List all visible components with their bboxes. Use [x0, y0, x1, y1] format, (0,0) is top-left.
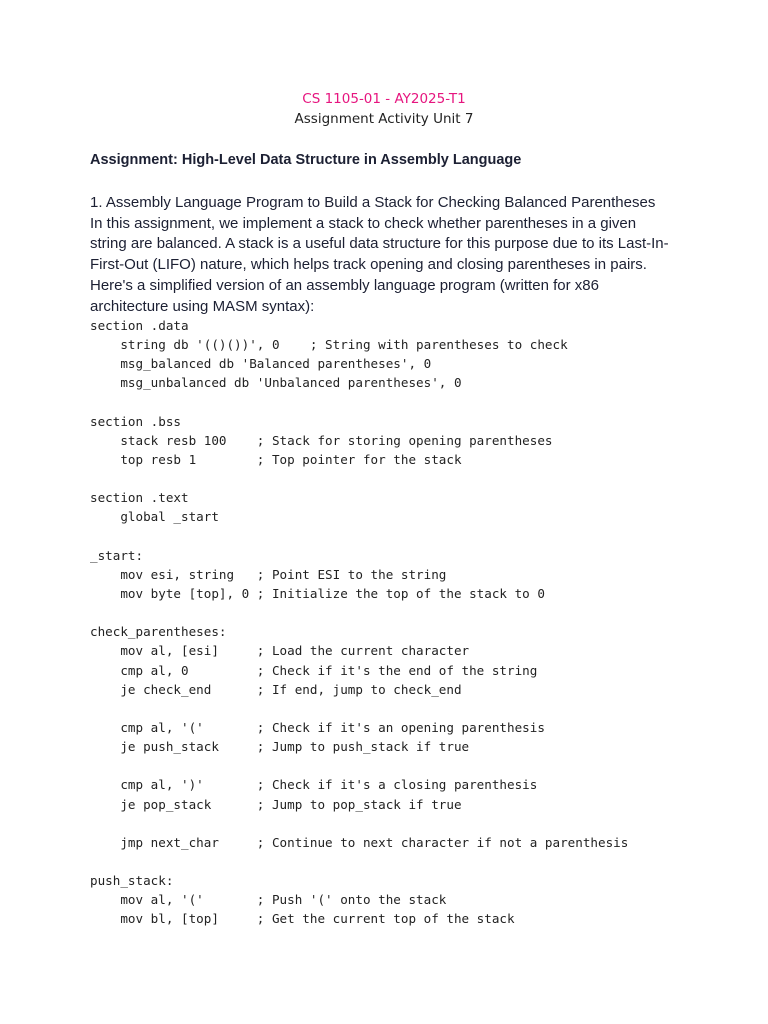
- course-code: CS 1105-01 - AY2025-T1: [302, 91, 466, 107]
- code-line: [90, 603, 750, 622]
- code-line: global _start: [90, 509, 219, 525]
- code-line: je check_end ; If end, jump to check_end: [90, 681, 462, 697]
- code-line: _start:: [90, 547, 144, 563]
- code-line: cmp al, ')' ; Check if it's a closing parenthesis: [90, 777, 538, 793]
- code-line: je push_stack ; Jump to push_stack if true: [90, 739, 470, 755]
- intro-paragraph: [90, 193, 730, 317]
- code-line: [90, 756, 750, 775]
- assignment-heading: Assignment: High-Level Data Structure in Assembly Language: [90, 152, 522, 168]
- code-line: mov al, [esi] ; Load the current character: [90, 643, 470, 659]
- code-line: mov esi, string ; Point ESI to the string: [90, 566, 447, 582]
- code-line: jmp next_char ; Continue to next character if not a parenthesis: [90, 834, 629, 850]
- document-subtitle: Assignment Activity Unit 7: [294, 111, 474, 127]
- intro-line: In this assignment, we implement a stack to check whether parentheses in a given: [90, 214, 637, 232]
- intro-line: 1. Assembly Language Program to Build a Stack for Checking Balanced Parentheses: [90, 194, 656, 211]
- code-line: [90, 469, 750, 488]
- code-line: mov byte [top], 0 ; Initialize the top of the stack to 0: [90, 585, 545, 601]
- intro-line: architecture using MASM syntax):: [90, 297, 315, 315]
- code-line: je pop_stack ; Jump to pop_stack if true: [90, 796, 462, 812]
- code-line: [90, 814, 750, 833]
- code-line: string db '(()())', 0 ; String with parentheses to check: [90, 337, 568, 353]
- code-line: cmp al, '(' ; Check if it's an opening parenthesis: [90, 719, 545, 735]
- code-line: stack resb 100 ; Stack for storing opening parentheses: [90, 432, 553, 448]
- intro-line: Here's a simplified version of an assembly language program (written for x86: [90, 276, 599, 294]
- intro-line: First-Out (LIFO) nature, which helps track opening and closing parentheses in pairs.: [90, 256, 647, 274]
- code-line: mov bl, [top] ; Get the current top of the stack: [90, 911, 515, 927]
- code-line: [90, 527, 750, 546]
- code-line: mov al, '(' ; Push '(' onto the stack: [90, 892, 447, 908]
- code-line: top resb 1 ; Top pointer for the stack: [90, 451, 462, 467]
- code-line: section .data: [90, 318, 189, 333]
- code-line: [90, 699, 750, 718]
- intro-line: string are balanced. A stack is a useful data structure for this purpose due to its Last-In-: [90, 235, 669, 253]
- code-listing: [90, 316, 750, 929]
- code-line: section .bss: [90, 413, 181, 429]
- code-line: [90, 393, 750, 412]
- code-line: [90, 852, 750, 871]
- code-line: check_parentheses:: [90, 624, 227, 640]
- code-line: msg_balanced db 'Balanced parentheses', 0: [90, 356, 432, 372]
- code-line: section .text: [90, 490, 189, 506]
- code-line: push_stack:: [90, 873, 174, 889]
- code-line: cmp al, 0 ; Check if it's the end of the string: [90, 662, 538, 678]
- code-line: msg_unbalanced db 'Unbalanced parentheses', 0: [90, 375, 462, 391]
